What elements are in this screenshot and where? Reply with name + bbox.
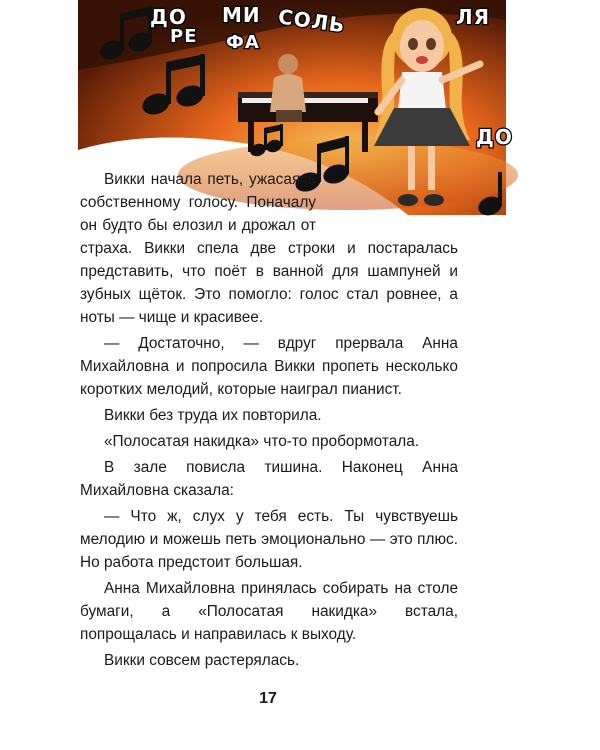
paragraph: «Полосатая накидка» что-то пробормотала. (104, 433, 420, 450)
solfege-la: ЛЯ (456, 5, 491, 29)
solfege-re: РЕ (170, 26, 198, 47)
paragraph: Викки без труда их повторила. (104, 407, 322, 424)
solfege-mi: МИ (222, 3, 261, 27)
solfege-fa: ФА (226, 32, 260, 53)
paragraph: — Достаточно, — вдруг прервала Анна Михайловна и попросила Викки пропеть несколько коротких мелодий, которые наиграл пианист. (80, 335, 458, 398)
paragraph: — Что ж, слух у тебя есть. Ты чувствуешь мелодию и можешь петь эмоционально — это плюс. Но работа предстоит большая. (80, 508, 458, 571)
page-number: 17 (259, 690, 277, 707)
paragraph: Анна Михайловна принялась собирать на столе бумаги, а «Полосатая накидка» встала, попрощалась и направилась к выходу. (80, 580, 458, 643)
illustration-spacer (316, 168, 458, 216)
paragraph: В зале повисла тишина. Наконец Анна Михайловна сказала: (80, 459, 458, 499)
paragraph: Викки совсем растерялась. (104, 652, 300, 669)
solfege-do-2: ДО (476, 125, 513, 149)
solfege-sol: СОЛЬ (276, 4, 347, 38)
story-text (80, 168, 458, 675)
paragraph: Викки начала петь, ужасаясь собственному голосу. Поначалу он будто бы елозил и дрожал от страха. Викки спела две строки и постаралась представить, что поёт в ванной для шампуней и зубных щёток. Это помогло: голос стал ровнее, а ноты — чище и красивее. (80, 171, 458, 326)
solfege-do: ДО (150, 5, 187, 29)
